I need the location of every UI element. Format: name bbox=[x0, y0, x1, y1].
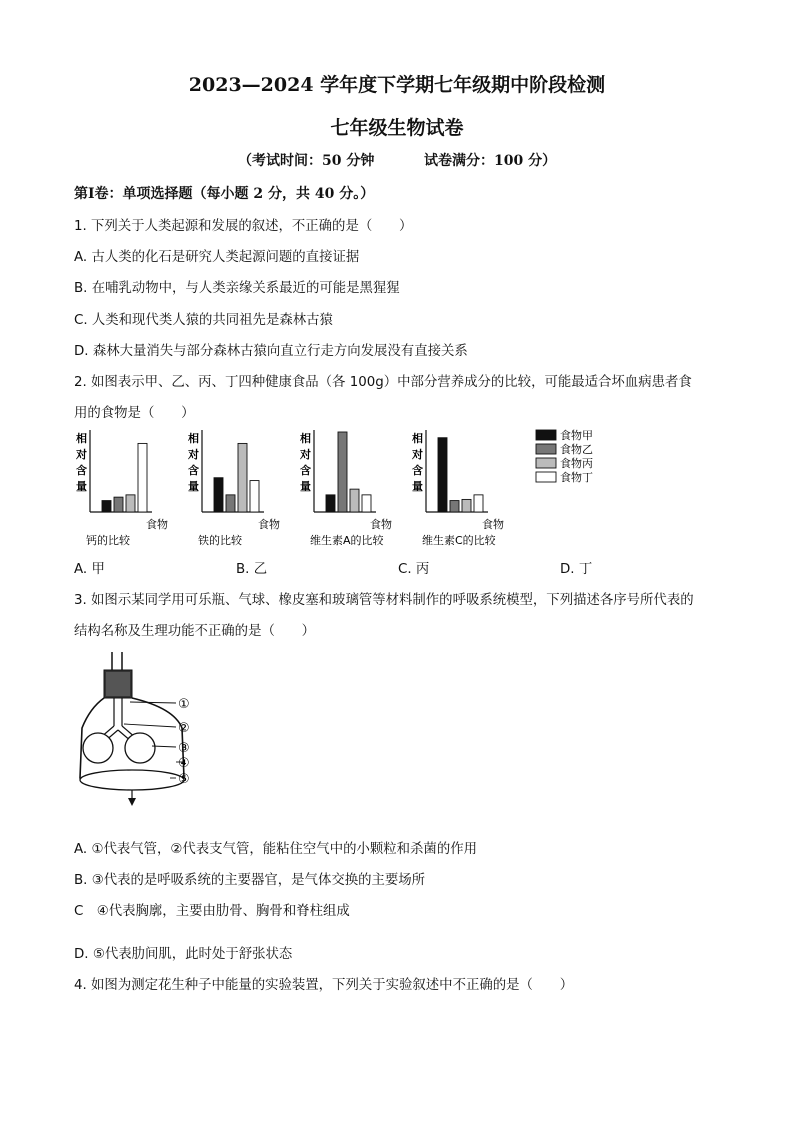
q3-option-b: B. ③代表的是呼吸系统的主要器官，是气体交换的主要场所 bbox=[74, 873, 426, 888]
q2-stem-line1: 2. 如图表示甲、乙、丙、丁四种健康食品（各 100g）中部分营养成分的比较，可能最适合坏血病患者食 bbox=[74, 375, 692, 390]
legend-label-4: 食物丁 bbox=[560, 471, 593, 484]
y-axis-label-char: 含 bbox=[188, 464, 199, 477]
y-axis-label-char: 对 bbox=[188, 448, 199, 461]
label-5: ⑤ bbox=[178, 772, 190, 787]
legend-swatch-3 bbox=[536, 458, 556, 468]
q2-option-c: C. 丙 bbox=[398, 562, 430, 577]
label-2: ② bbox=[178, 721, 190, 736]
balloon-left bbox=[83, 733, 113, 763]
bar-3 bbox=[462, 499, 471, 512]
legend-label-3: 食物丙 bbox=[560, 457, 593, 470]
balloon-right bbox=[125, 733, 155, 763]
respiratory-model-diagram bbox=[60, 650, 220, 810]
y-axis-label-char: 量 bbox=[412, 480, 423, 493]
bar-1 bbox=[102, 501, 111, 512]
y-axis-label-char: 相 bbox=[412, 432, 423, 445]
y-axis-label-char: 含 bbox=[300, 464, 311, 477]
label-3: ③ bbox=[178, 741, 190, 756]
y-axis-label-char: 相 bbox=[76, 432, 87, 445]
bar-4 bbox=[138, 443, 147, 512]
y-axis-label-char: 对 bbox=[300, 448, 311, 461]
bar-1 bbox=[438, 438, 447, 512]
bar-2 bbox=[338, 432, 347, 512]
q3-option-a: A. ①代表气管，②代表支气管，能粘住空气中的小颗粒和杀菌的作用 bbox=[74, 842, 477, 857]
full-score: 试卷满分：100 分） bbox=[424, 153, 557, 169]
bar-4 bbox=[362, 495, 371, 512]
x-axis-label: 食物 bbox=[258, 518, 280, 531]
chart-title: 铁的比较 bbox=[198, 534, 242, 547]
y-axis-label-char: 量 bbox=[188, 480, 199, 493]
bar-3 bbox=[126, 495, 135, 512]
y-axis-label-char: 相 bbox=[300, 432, 311, 445]
q1-option-b: B. 在哺乳动物中，与人类亲缘关系最近的可能是黑猩猩 bbox=[74, 281, 400, 296]
q1-option-c: C. 人类和现代类人猿的共同祖先是森林古猿 bbox=[74, 313, 333, 328]
exam-time: （考试时间：50 分钟 bbox=[238, 153, 375, 169]
chart-title: 维生素A的比较 bbox=[310, 534, 384, 547]
bar-1 bbox=[326, 495, 335, 512]
legend-swatch-4 bbox=[536, 472, 556, 482]
exam-subject: 七年级生物试卷 bbox=[330, 117, 464, 139]
x-axis-label: 食物 bbox=[370, 518, 392, 531]
x-axis-label: 食物 bbox=[482, 518, 504, 531]
y-axis-label-char: 量 bbox=[300, 480, 311, 493]
q3-stem-line1: 3. 如图示某同学用可乐瓶、气球、橡皮塞和玻璃管等材料制作的呼吸系统模型，下列描述各序号所代表的 bbox=[74, 593, 694, 608]
q3-stem-line2: 结构名称及生理功能不正确的是（ ） bbox=[74, 624, 316, 639]
q2-option-b: B. 乙 bbox=[236, 562, 268, 577]
rubber-membrane bbox=[80, 770, 184, 790]
y-axis-label-char: 对 bbox=[412, 448, 423, 461]
y-axis-label-char: 量 bbox=[76, 480, 87, 493]
label-1: ① bbox=[178, 697, 190, 712]
section-heading: 第Ⅰ卷：单项选择题（每小题 2 分，共 40 分。） bbox=[74, 186, 375, 202]
legend-label-2: 食物乙 bbox=[560, 443, 593, 456]
q1-stem: 1. 下列关于人类起源和发展的叙述，不正确的是（ ） bbox=[74, 219, 413, 234]
bar-4 bbox=[474, 495, 483, 512]
nutrient-charts bbox=[0, 420, 794, 550]
q1-option-a: A. 古人类的化石是研究人类起源问题的直接证据 bbox=[74, 250, 360, 265]
bar-2 bbox=[450, 501, 459, 512]
bar-2 bbox=[114, 497, 123, 512]
bar-4 bbox=[250, 481, 259, 512]
q1-option-d: D. 森林大量消失与部分森林古猿向直立行走方向发展没有直接关系 bbox=[74, 344, 468, 359]
legend-label-1: 食物甲 bbox=[560, 429, 593, 442]
exam-title: 2023—2024 学年度下学期七年级期中阶段检测 bbox=[188, 74, 606, 96]
q4-stem: 4. 如图为测定花生种子中能量的实验装置，下列关于实验叙述中不正确的是（ ） bbox=[74, 978, 574, 993]
y-axis-label-char: 含 bbox=[76, 464, 87, 477]
bar-1 bbox=[214, 478, 223, 512]
q2-stem-line2: 用的食物是（ ） bbox=[74, 406, 195, 421]
bar-2 bbox=[226, 495, 235, 512]
legend-swatch-1 bbox=[536, 430, 556, 440]
q3-option-c: C ④代表胸廓，主要由肋骨、胸骨和脊柱组成 bbox=[74, 904, 350, 919]
y-axis-label-char: 相 bbox=[188, 432, 199, 445]
y-axis-label-char: 对 bbox=[76, 448, 87, 461]
legend-swatch-2 bbox=[536, 444, 556, 454]
bar-3 bbox=[350, 489, 359, 512]
y-axis-label-char: 含 bbox=[412, 464, 423, 477]
chart-title: 钙的比较 bbox=[86, 534, 130, 547]
q2-option-d: D. 丁 bbox=[560, 562, 593, 577]
q3-option-d: D. ⑤代表肋间肌，此时处于舒张状态 bbox=[74, 947, 293, 962]
chart-title: 维生素C的比较 bbox=[422, 534, 496, 547]
label-4: ④ bbox=[178, 756, 190, 771]
x-axis-label: 食物 bbox=[146, 518, 168, 531]
q2-option-a: A. 甲 bbox=[74, 562, 105, 577]
bar-3 bbox=[238, 443, 247, 512]
